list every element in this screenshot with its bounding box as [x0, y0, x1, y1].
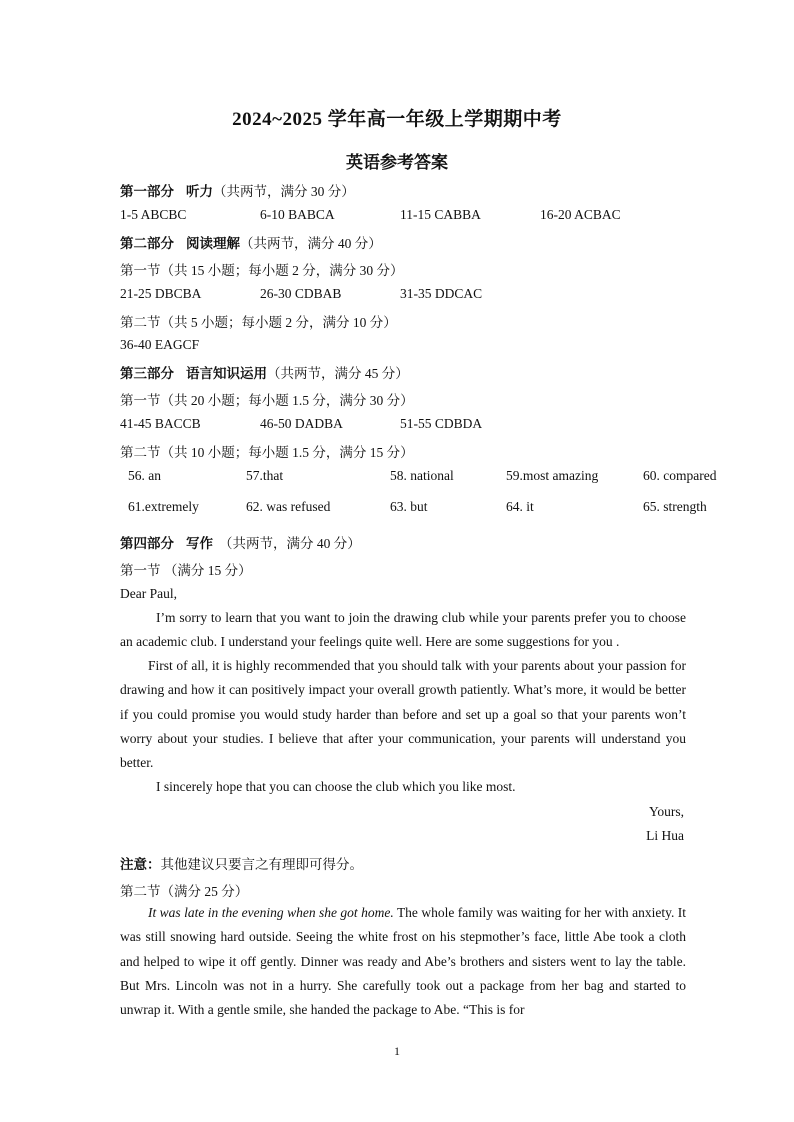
answer-62: 62. was refused [246, 499, 331, 514]
story-text: The whole family was waiting for her with anxiety. It was still snowing hard outside. Seeing the white frost on his stepmother’s face, little Abe took a cloth and helped to wipe it off gently. Dinner was ready and Abe’s brothers and sisters went to lay the table. But Mrs. Lincoln was not in a hurry. She carefully took out a package from her bag and started to unwrap it. With a gentle smile, she handed the package to Abe. “This is for [120, 905, 687, 1018]
part2-section2: 第二节（共 5 小题；每小题 2 分，满分 10 分） [120, 315, 397, 330]
part4-section2: 第二节（满分 25 分） [120, 884, 249, 899]
letter-paragraph-1 [120, 606, 686, 655]
answer-26-30: 26-30 CDBAB [260, 286, 342, 301]
part4-note: （共两节，满分 40 分） [219, 536, 361, 551]
part3-name: 语言知识运用 [186, 366, 267, 381]
letter-p2-text: First of all, it is highly recommended that you should talk with your parents about your passion for drawing and how it can positively impact your overall growth patiently. What’s more, it would be better if you could promise you would study harder than before and set up a goal so that your parents won’t worry about your studies. I believe that after your communication, your parents will understand you better. [120, 658, 686, 771]
answer-59: 59.most amazing [506, 468, 599, 483]
answer-51-55: 51-55 CDBDA [400, 416, 483, 431]
part4-heading [120, 532, 361, 552]
answer-61: 61.extremely [128, 499, 199, 514]
letter-signature: Li Hua [646, 828, 684, 843]
answer-21-25: 21-25 DBCBA [120, 286, 202, 301]
answer-63: 63. but [390, 499, 428, 514]
part1-heading [120, 180, 355, 200]
answer-1-5: 1-5 ABCBC [120, 207, 187, 222]
letter-greeting: Dear Paul, [120, 586, 177, 601]
note-text: 其他建议只要言之有理即可得分。 [160, 857, 363, 872]
part3-section1: 第一节（共 20 小题；每小题 1.5 分，满分 30 分） [120, 393, 414, 408]
answer-46-50: 46-50 DADBA [260, 416, 343, 431]
letter-p3-text: I sincerely hope that you can choose the club which you like most. [156, 779, 516, 794]
part4-name: 写作 [186, 536, 213, 551]
answer-16-20: 16-20 ACBAC [540, 207, 621, 222]
document-title: 2024~2025 学年高一年级上学期期中考 [232, 109, 562, 130]
note-label: 注意： [120, 857, 161, 872]
letter-paragraph-2 [120, 654, 686, 775]
answer-60: 60. compared [643, 468, 717, 483]
scoring-note [120, 853, 363, 873]
part2-name: 阅读理解 [186, 236, 240, 251]
part1-name: 听力 [186, 184, 213, 199]
letter-paragraph-3 [120, 775, 686, 799]
answer-56: 56. an [128, 468, 161, 483]
part2-note: （共两节，满分 40 分） [240, 236, 382, 251]
part3-note: （共两节，满分 45 分） [267, 366, 409, 381]
document-subtitle: 英语参考答案 [346, 153, 448, 172]
page-number: 1 [394, 1044, 400, 1058]
answer-6-10: 6-10 BABCA [260, 207, 335, 222]
answer-36-40: 36-40 EAGCF [120, 337, 200, 352]
part4-section1: 第一节 （满分 15 分） [120, 563, 252, 578]
part4-label: 第四部分 [120, 536, 174, 551]
part3-label: 第三部分 [120, 366, 174, 381]
story-paragraph [120, 901, 686, 1022]
part2-label: 第二部分 [120, 236, 174, 251]
part3-section2: 第二节（共 10 小题；每小题 1.5 分，满分 15 分） [120, 445, 414, 460]
answer-41-45: 41-45 BACCB [120, 416, 201, 431]
part1-note: （共两节，满分 30 分） [213, 184, 355, 199]
answer-11-15: 11-15 CABBA [400, 207, 481, 222]
part2-heading [120, 232, 382, 252]
letter-closing: Yours, [648, 804, 684, 819]
answer-31-35: 31-35 DDCAC [400, 286, 483, 301]
story-opening: It was late in the evening when she got home. [148, 905, 394, 920]
part2-section1: 第一节（共 15 小题；每小题 2 分，满分 30 分） [120, 263, 404, 278]
part3-heading [120, 362, 409, 382]
answer-57: 57.that [246, 468, 284, 483]
part1-label: 第一部分 [120, 184, 174, 199]
answer-64: 64. it [506, 499, 534, 514]
answer-58: 58. national [390, 468, 454, 483]
letter-p1-text: I’m sorry to learn that you want to join the drawing club while your parents prefer you to choose an academic club. I understand your feelings quite well. Here are some suggestions for you . [120, 610, 686, 650]
answer-65: 65. strength [643, 499, 707, 514]
